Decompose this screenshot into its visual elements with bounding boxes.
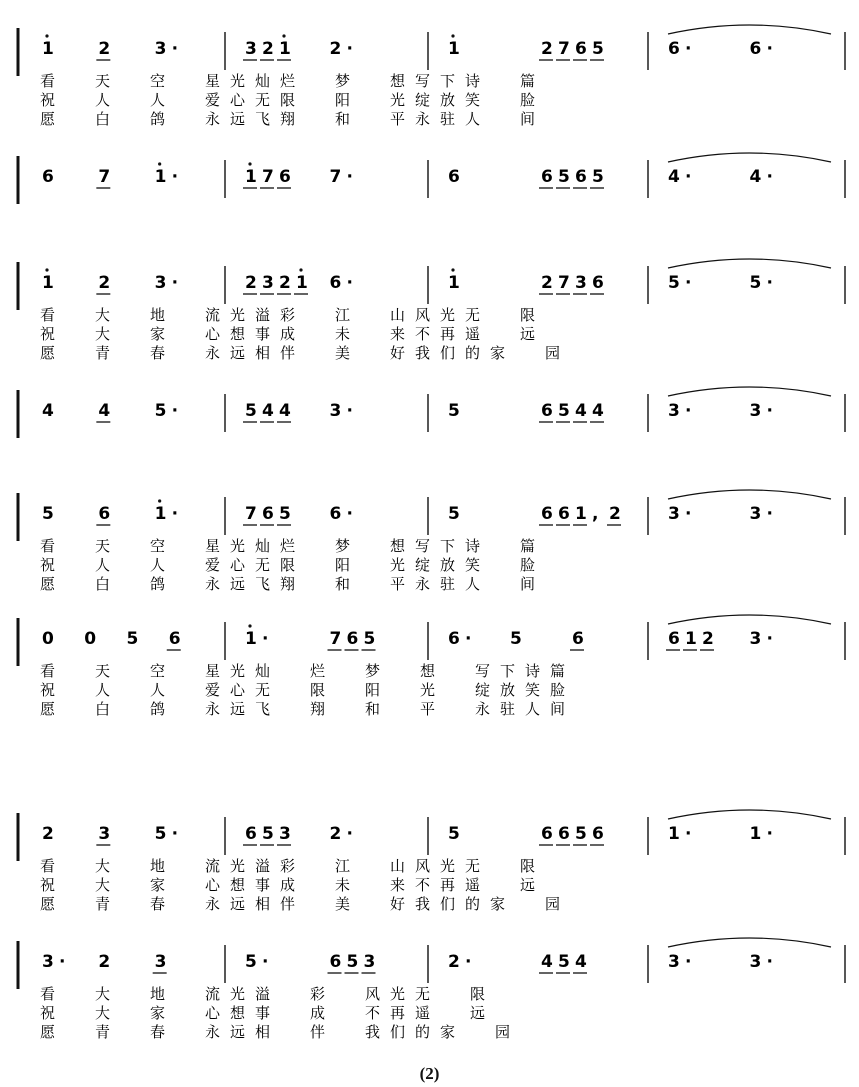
lyric-word: 江: [335, 306, 361, 324]
note-digit: 6: [592, 824, 604, 844]
tie-arc: [668, 259, 831, 268]
note-digit: 3: [154, 273, 167, 293]
note-digit: 4: [668, 167, 680, 187]
lyric-word: 爱心无: [205, 681, 281, 699]
lyric-word: 脸: [520, 91, 546, 109]
lyric-word: 间: [520, 575, 546, 593]
lyric-word: 愿: [40, 110, 66, 128]
tie-arc: [668, 25, 831, 34]
octave-dot: [248, 624, 251, 627]
lyric-word: 地: [150, 306, 176, 324]
lyric-word: 好我们的家: [390, 895, 516, 913]
lyric-word: 青: [95, 1023, 121, 1041]
lyric-word: 爱心无限: [205, 91, 306, 109]
lyric-word: 大: [95, 985, 121, 1003]
note-digit: 1: [245, 629, 257, 649]
lyric-word: 想写下诗: [390, 537, 491, 555]
lyric-word: 爱心无限: [205, 556, 306, 574]
note-digit: ·: [262, 952, 269, 972]
note-digit: 6: [42, 167, 54, 187]
lyric-word: 未: [335, 876, 361, 894]
note-digit: 6: [668, 39, 680, 59]
note-digit: 2: [702, 629, 714, 649]
note-digit: 2: [448, 952, 460, 972]
lyric-word: 祝: [40, 681, 66, 699]
lyric-word: 远: [520, 325, 546, 343]
note-digit: 4: [262, 401, 274, 421]
note-digit: 5: [592, 39, 604, 59]
lyric-word: 梦: [335, 537, 361, 555]
note-digit: ·: [346, 39, 353, 59]
note-digit: ·: [685, 167, 692, 187]
lyric-word: 想写下诗: [390, 72, 491, 90]
lyric-word: 鸽: [150, 110, 176, 128]
lyric-word: 看: [40, 662, 66, 680]
note-digit: 1: [749, 824, 762, 844]
lyric-word: 园: [545, 344, 571, 362]
lyric-word: 流光溢彩: [205, 306, 306, 324]
note-digit: 6: [558, 824, 570, 844]
lyric-word: 永远飞翔: [205, 110, 306, 128]
lyric-word: 空: [150, 537, 176, 555]
note-digit: 6: [668, 629, 680, 649]
lyric-word: 永远相伴: [205, 895, 306, 913]
note-digit: 6: [541, 504, 553, 524]
lyric-word: 人: [95, 556, 121, 574]
note-digit: 6: [329, 952, 342, 972]
note-digit: ·: [766, 39, 773, 59]
lyric-word: 园: [495, 1023, 521, 1041]
lyric-word: 园: [545, 895, 571, 913]
note-digit: ·: [766, 824, 773, 844]
note-digit: 7: [245, 504, 257, 524]
lyric-word: 祝: [40, 91, 66, 109]
note-digit: 5: [262, 824, 274, 844]
note-digit: 2: [279, 273, 291, 293]
lyric-word: 流光溢: [205, 985, 281, 1003]
note-digit: 2: [262, 39, 274, 59]
lyric-word: 永驻人间: [475, 700, 576, 718]
tie-arc: [668, 615, 831, 624]
lyric-word: 星光灿: [205, 662, 281, 680]
note-digit: ·: [346, 401, 353, 421]
note-digit: ·: [171, 504, 179, 524]
note-digit: 6: [749, 39, 762, 59]
note-digit: 6: [168, 629, 181, 649]
lyric-word: 山风光无: [390, 857, 491, 875]
lyric-word: 梦: [335, 72, 361, 90]
lyric-word: 梦: [365, 662, 391, 680]
note-digit: 3: [245, 39, 257, 59]
note-digit: 1: [296, 273, 308, 293]
note-digit: ·: [465, 629, 472, 649]
note-digit: 6: [575, 167, 587, 187]
octave-dot: [451, 34, 454, 37]
lyric-word: 阳: [335, 91, 361, 109]
lyric-word: 地: [150, 985, 176, 1003]
lyric-word: 和: [335, 575, 361, 593]
note-digit: 5: [279, 504, 291, 524]
lyric-word: 阳: [365, 681, 391, 699]
lyric-word: 鸽: [150, 700, 176, 718]
note-digit: 6: [448, 629, 460, 649]
note-digit: 6: [329, 273, 342, 293]
note-digit: 3: [154, 39, 167, 59]
page-number: (2): [419, 1064, 440, 1083]
note-digit: ·: [171, 401, 179, 421]
lyric-word: 永远飞: [205, 700, 281, 718]
octave-dot: [282, 34, 285, 37]
note-digit: 3: [668, 504, 680, 524]
lyric-word: 看: [40, 306, 66, 324]
lyric-word: 看: [40, 857, 66, 875]
lyric-word: 美: [335, 895, 361, 913]
note-digit: 1: [154, 167, 167, 187]
octave-dot: [158, 162, 161, 165]
note-digit: 6: [329, 504, 342, 524]
note-digit: 2: [98, 952, 111, 972]
note-digit: 1: [42, 273, 54, 293]
note-digit: 5: [558, 167, 570, 187]
note-digit: 7: [262, 167, 274, 187]
lyric-word: 永远相伴: [205, 344, 306, 362]
lyric-word: 光: [420, 681, 446, 699]
octave-dot: [451, 268, 454, 271]
lyric-word: 美: [335, 344, 361, 362]
lyric-word: 江: [335, 857, 361, 875]
lyric-word: 绽放笑脸: [475, 681, 576, 699]
lyric-word: 写下诗篇: [475, 662, 576, 680]
lyric-word: 山风光无: [390, 306, 491, 324]
lyric-word: 春: [150, 1023, 176, 1041]
note-digit: 5: [558, 401, 570, 421]
note-digit: 5: [126, 629, 139, 649]
lyric-word: 天: [95, 72, 121, 90]
note-digit: 5: [363, 629, 376, 649]
note-digit: 5: [448, 401, 460, 421]
note-digit: 1: [448, 273, 460, 293]
octave-dot: [158, 499, 161, 502]
lyric-word: 愿: [40, 1023, 66, 1041]
tie-arc: [668, 153, 831, 162]
note-digit: 5: [42, 504, 54, 524]
note-digit: 1: [685, 629, 697, 649]
note-digit: 4: [575, 952, 587, 972]
tie-arc: [668, 810, 831, 819]
note-digit: 4: [592, 401, 604, 421]
lyric-word: 风光无: [365, 985, 441, 1003]
note-digit: 6: [448, 167, 460, 187]
note-digit: 2: [98, 273, 111, 293]
note-digit: ·: [346, 824, 353, 844]
note-digit: 6: [541, 824, 553, 844]
octave-dot: [45, 268, 48, 271]
lyric-word: 祝: [40, 556, 66, 574]
lyric-word: 和: [365, 700, 391, 718]
note-digit: ·: [171, 824, 179, 844]
note-digit: 3: [749, 401, 762, 421]
note-digit: 3: [668, 401, 680, 421]
lyric-word: 家: [150, 325, 176, 343]
lyric-word: 限: [310, 681, 336, 699]
note-digit: 6: [592, 273, 604, 293]
note-digit: 2: [541, 273, 553, 293]
lyric-word: 和: [335, 110, 361, 128]
note-digit: 1: [668, 824, 680, 844]
lyric-word: 星光灿烂: [205, 537, 306, 555]
note-digit: 5: [245, 401, 257, 421]
note-digit: 4: [749, 167, 762, 187]
lyric-word: 大: [95, 1004, 121, 1022]
note-digit: 3: [98, 824, 111, 844]
lyric-word: 祝: [40, 1004, 66, 1022]
lyric-word: 大: [95, 857, 121, 875]
note-digit: ·: [171, 39, 179, 59]
note-digit: 6: [279, 167, 291, 187]
note-digit: ·: [465, 952, 472, 972]
note-digit: ·: [766, 952, 773, 972]
note-digit: 2: [245, 273, 257, 293]
note-digit: ·: [685, 504, 692, 524]
lyric-word: 平永驻人: [390, 110, 491, 128]
lyric-word: 彩: [310, 985, 336, 1003]
note-digit: 6: [245, 824, 257, 844]
note-digit: ·: [346, 167, 353, 187]
lyric-word: 来不再遥: [390, 325, 491, 343]
note-digit: 4: [575, 401, 587, 421]
lyric-word: 未: [335, 325, 361, 343]
note-digit: 0: [84, 629, 97, 649]
lyric-word: 心想事成: [205, 876, 306, 894]
note-digit: 5: [558, 952, 570, 972]
lyric-word: 永远相: [205, 1023, 281, 1041]
note-digit: 3: [154, 952, 167, 972]
lyric-word: 脸: [520, 556, 546, 574]
note-digit: 5: [749, 273, 762, 293]
lyric-word: 阳: [335, 556, 361, 574]
lyric-word: 不再遥: [365, 1004, 441, 1022]
lyric-word: 大: [95, 325, 121, 343]
lyric-word: 白: [95, 700, 121, 718]
lyric-word: 天: [95, 537, 121, 555]
note-digit: ·: [685, 952, 692, 972]
note-digit: 7: [558, 39, 570, 59]
note-digit: 3: [668, 952, 680, 972]
lyric-word: 家: [150, 1004, 176, 1022]
tie-arc: [668, 938, 831, 947]
lyric-word: 祝: [40, 325, 66, 343]
note-digit: ·: [171, 273, 179, 293]
lyric-word: 人: [150, 556, 176, 574]
lyric-word: 伴: [310, 1023, 336, 1041]
lyric-word: 天: [95, 662, 121, 680]
lyric-word: 来不再遥: [390, 876, 491, 894]
lyric-word: 鸽: [150, 575, 176, 593]
note-digit: 1: [448, 39, 460, 59]
lyric-word: 大: [95, 876, 121, 894]
note-digit: 6: [262, 504, 274, 524]
lyric-word: 人: [150, 91, 176, 109]
lyric-word: 好我们的家: [390, 344, 516, 362]
lyric-word: 白: [95, 110, 121, 128]
note-digit: ·: [262, 629, 269, 649]
note-digit: 5: [346, 952, 359, 972]
lyric-word: 人: [150, 681, 176, 699]
note-digit: ·: [685, 401, 692, 421]
lyric-word: 星光灿烂: [205, 72, 306, 90]
octave-dot: [45, 34, 48, 37]
note-digit: 6: [541, 167, 553, 187]
lyric-word: 我们的家: [365, 1023, 466, 1041]
lyric-word: 想: [420, 662, 446, 680]
note-digit: 3: [279, 824, 291, 844]
note-digit: 1: [154, 504, 167, 524]
lyric-word: 祝: [40, 876, 66, 894]
note-digit: ·: [685, 39, 692, 59]
lyric-word: 看: [40, 985, 66, 1003]
note-digit: 5: [154, 401, 167, 421]
note-digit: 4: [541, 952, 553, 972]
lyric-word: 大: [95, 306, 121, 324]
note-digit: 6: [98, 504, 111, 524]
lyric-word: 愿: [40, 575, 66, 593]
lyric-word: 白: [95, 575, 121, 593]
note-digit: 5: [448, 824, 460, 844]
lyric-word: 愿: [40, 344, 66, 362]
lyric-word: 光绽放笑: [390, 556, 491, 574]
note-digit: 3: [42, 952, 54, 972]
note-digit: 6: [346, 629, 359, 649]
lyric-word: 空: [150, 72, 176, 90]
lyric-word: 人: [95, 91, 121, 109]
note-digit: ·: [766, 273, 773, 293]
note-digit: 3: [262, 273, 274, 293]
note-digit: 5: [245, 952, 257, 972]
note-digit: 7: [558, 273, 570, 293]
note-digit: ,: [592, 504, 599, 524]
lyric-word: 心想事: [205, 1004, 281, 1022]
note-digit: 2: [42, 824, 54, 844]
note-digit: 2: [98, 39, 111, 59]
note-digit: ·: [766, 504, 773, 524]
lyric-word: 翔: [310, 700, 336, 718]
lyric-word: 愿: [40, 700, 66, 718]
note-digit: 5: [154, 824, 167, 844]
note-digit: ·: [685, 824, 692, 844]
lyric-word: 限: [520, 306, 546, 324]
lyric-word: 春: [150, 895, 176, 913]
note-digit: 6: [541, 401, 553, 421]
note-digit: 1: [279, 39, 291, 59]
note-digit: 3: [749, 629, 762, 649]
lyric-word: 看: [40, 72, 66, 90]
note-digit: 5: [448, 504, 460, 524]
note-digit: ·: [59, 952, 66, 972]
note-digit: 5: [668, 273, 680, 293]
lyric-word: 流光溢彩: [205, 857, 306, 875]
note-digit: 3: [749, 952, 762, 972]
note-digit: 5: [575, 824, 587, 844]
note-digit: ·: [171, 167, 179, 187]
note-digit: 3: [749, 504, 762, 524]
lyric-word: 远: [470, 1004, 496, 1022]
lyric-word: 限: [470, 985, 496, 1003]
note-digit: 6: [558, 504, 570, 524]
note-digit: 2: [609, 504, 621, 524]
lyric-word: 愿: [40, 895, 66, 913]
note-digit: 1: [42, 39, 54, 59]
note-digit: 1: [575, 504, 587, 524]
lyric-word: 平: [420, 700, 446, 718]
lyric-word: 看: [40, 537, 66, 555]
lyric-word: 烂: [310, 662, 336, 680]
note-digit: 3: [363, 952, 376, 972]
lyric-word: 春: [150, 344, 176, 362]
note-digit: ·: [346, 273, 353, 293]
note-digit: 7: [329, 629, 342, 649]
lyric-word: 青: [95, 895, 121, 913]
lyric-word: 篇: [520, 72, 546, 90]
tie-arc: [668, 387, 831, 396]
note-digit: 0: [42, 629, 54, 649]
lyric-word: 家: [150, 876, 176, 894]
lyric-word: 青: [95, 344, 121, 362]
octave-dot: [299, 268, 302, 271]
note-digit: 7: [329, 167, 342, 187]
lyric-word: 光绽放笑: [390, 91, 491, 109]
note-digit: 6: [575, 39, 587, 59]
note-digit: 7: [98, 167, 111, 187]
note-digit: 4: [42, 401, 54, 421]
lyric-word: 间: [520, 110, 546, 128]
note-digit: 2: [541, 39, 553, 59]
note-digit: 1: [245, 167, 257, 187]
note-digit: 2: [329, 39, 342, 59]
lyric-word: 平永驻人: [390, 575, 491, 593]
lyric-word: 空: [150, 662, 176, 680]
note-digit: 4: [279, 401, 291, 421]
lyric-word: 心想事成: [205, 325, 306, 343]
lyric-word: 人: [95, 681, 121, 699]
lyric-word: 篇: [520, 537, 546, 555]
lyric-word: 地: [150, 857, 176, 875]
note-digit: ·: [766, 629, 773, 649]
lyric-word: 成: [310, 1004, 336, 1022]
note-digit: ·: [766, 401, 773, 421]
note-digit: 3: [329, 401, 342, 421]
lyric-word: 永远飞翔: [205, 575, 306, 593]
octave-dot: [248, 162, 251, 165]
lyric-word: 限: [520, 857, 546, 875]
note-digit: ·: [766, 167, 773, 187]
lyric-word: 远: [520, 876, 546, 894]
note-digit: 5: [592, 167, 604, 187]
note-digit: ·: [685, 273, 692, 293]
note-digit: 3: [575, 273, 587, 293]
note-digit: 5: [510, 629, 522, 649]
note-digit: 4: [98, 401, 111, 421]
note-digit: 6: [572, 629, 584, 649]
note-digit: 2: [329, 824, 342, 844]
tie-arc: [668, 490, 831, 499]
note-digit: ·: [346, 504, 353, 524]
